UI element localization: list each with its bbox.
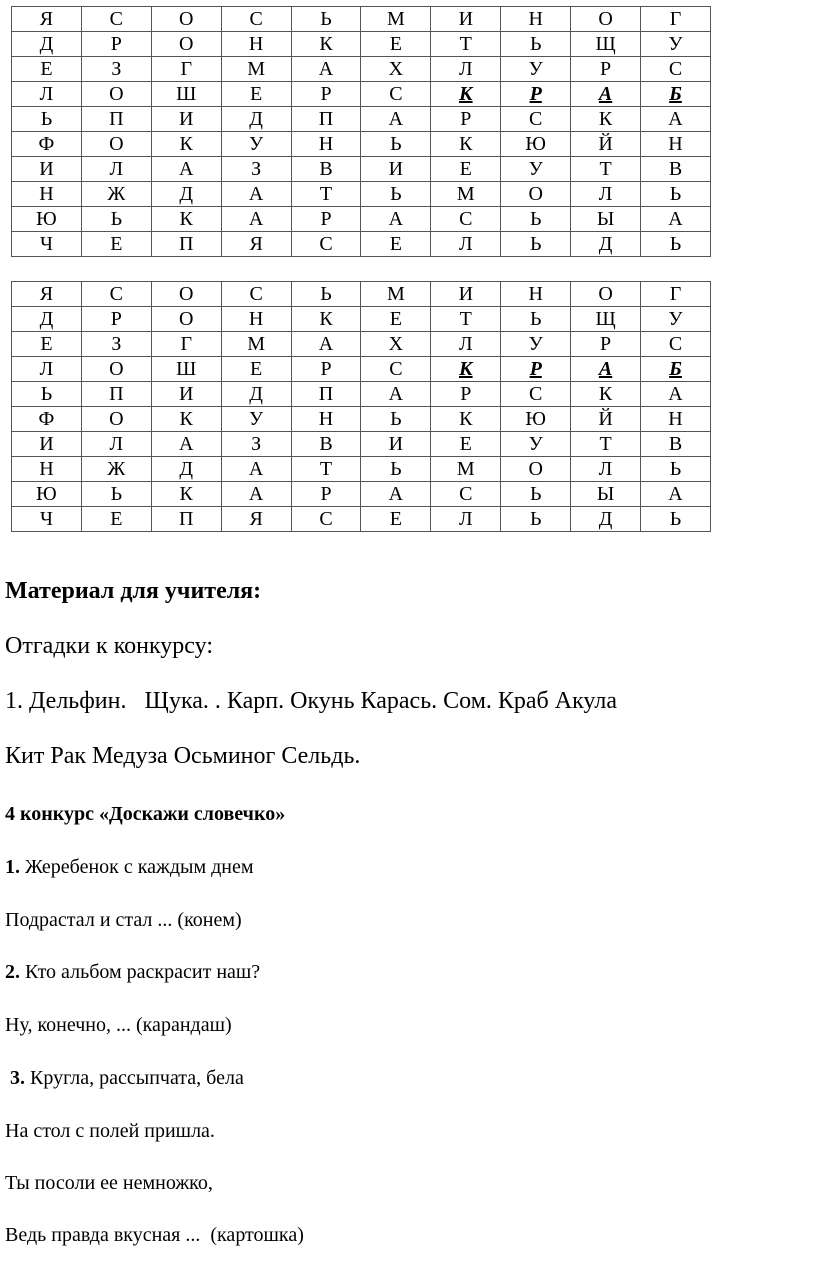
grid-cell: Х — [361, 57, 431, 82]
grid-cell: Р — [81, 307, 151, 332]
grid-cell: О — [81, 82, 151, 107]
grid-cell: П — [151, 507, 221, 532]
grid-cell: О — [151, 7, 221, 32]
grid-cell: Е — [12, 332, 82, 357]
grid-cell: Й — [571, 407, 641, 432]
grid-cell: Д — [221, 382, 291, 407]
grid-cell: С — [361, 82, 431, 107]
grid-cell: В — [291, 432, 361, 457]
grid-cell: А — [361, 207, 431, 232]
grid-cell: А — [361, 482, 431, 507]
grid-cell: Р — [431, 107, 501, 132]
grid-cell: Р — [571, 332, 641, 357]
grid-cell: М — [431, 182, 501, 207]
grid-cell: О — [151, 32, 221, 57]
grid-cell: Л — [431, 332, 501, 357]
question-1-number: 1. — [5, 856, 20, 878]
grid-cell: Н — [221, 307, 291, 332]
grid-cell: Ю — [501, 132, 571, 157]
grid-cell: Ф — [12, 132, 82, 157]
grid-cell: Н — [221, 32, 291, 57]
grid-cell: У — [641, 32, 711, 57]
grid-cell: Л — [81, 432, 151, 457]
grid-cell: А — [291, 57, 361, 82]
letter-grid-top — [11, 6, 711, 257]
grid-cell: Н — [291, 407, 361, 432]
grid-row — [12, 32, 711, 57]
grid-cell: Ь — [641, 457, 711, 482]
grid-cell: П — [81, 107, 151, 132]
grid-cell: Ь — [361, 407, 431, 432]
grid-cell: Я — [221, 232, 291, 257]
grid-cell: О — [81, 132, 151, 157]
grid-row — [12, 7, 711, 32]
grid-cell: И — [151, 382, 221, 407]
question-1-line-2: Подрастал и стал ... (конем) — [5, 909, 242, 931]
grid-cell: О — [81, 357, 151, 382]
grid-cell: Н — [291, 132, 361, 157]
grid-cell: Ч — [12, 507, 82, 532]
grid-cell: К — [431, 357, 501, 382]
grid-cell: Ш — [151, 82, 221, 107]
grid-cell: С — [501, 382, 571, 407]
grid-cell: У — [501, 332, 571, 357]
grid-cell: П — [291, 107, 361, 132]
grid-cell: З — [81, 332, 151, 357]
grid-cell: У — [501, 57, 571, 82]
grid-cell: О — [571, 7, 641, 32]
grid-cell: Ь — [501, 32, 571, 57]
grid-cell: П — [81, 382, 151, 407]
grid-cell: Е — [81, 507, 151, 532]
grid-cell: Ы — [571, 207, 641, 232]
grid-cell: Р — [291, 482, 361, 507]
grid-cell: Д — [221, 107, 291, 132]
grid-cell: Е — [221, 357, 291, 382]
letter-grid-bottom — [11, 281, 711, 532]
grid-cell: К — [151, 207, 221, 232]
grid-cell: О — [571, 282, 641, 307]
grid-cell: Я — [12, 7, 82, 32]
grid-cell: О — [151, 282, 221, 307]
grid-cell: Щ — [571, 307, 641, 332]
grid-cell: И — [431, 7, 501, 32]
grid-cell: Л — [12, 82, 82, 107]
grid-cell: С — [361, 357, 431, 382]
question-1-text: Жеребенок с каждым днем — [20, 856, 254, 878]
grid-cell: Е — [431, 432, 501, 457]
grid-cell: Я — [12, 282, 82, 307]
grid-cell: Л — [431, 507, 501, 532]
grid-cell: К — [151, 407, 221, 432]
grid-cell: Н — [501, 7, 571, 32]
grid-cell: А — [571, 82, 641, 107]
grid-cell: А — [221, 207, 291, 232]
question-3-line-1 — [5, 1067, 244, 1090]
grid-cell: А — [641, 482, 711, 507]
grid-cell: У — [641, 307, 711, 332]
grid-cell: З — [221, 157, 291, 182]
grid-cell: Ь — [361, 132, 431, 157]
grid-row — [12, 182, 711, 207]
grid-cell: И — [12, 157, 82, 182]
question-2-number: 2. — [5, 961, 20, 983]
grid-cell: Ь — [361, 457, 431, 482]
grid-cell: С — [641, 57, 711, 82]
grid-cell: С — [81, 7, 151, 32]
grid-cell: Ь — [361, 182, 431, 207]
grid-cell: Ф — [12, 407, 82, 432]
grid-cell: У — [501, 157, 571, 182]
grid-cell: Р — [291, 207, 361, 232]
grid-cell: Ю — [12, 207, 82, 232]
grid-cell: А — [641, 382, 711, 407]
grid-cell: Г — [641, 282, 711, 307]
grid-row — [12, 232, 711, 257]
grid-cell: Ь — [641, 232, 711, 257]
grid-cell: Г — [151, 332, 221, 357]
grid-cell: Д — [571, 232, 641, 257]
grid-cell: И — [431, 282, 501, 307]
grid-cell: Л — [81, 157, 151, 182]
grid-cell: О — [501, 457, 571, 482]
grid-cell: Д — [571, 507, 641, 532]
grid-cell: С — [221, 7, 291, 32]
grid-cell: Ь — [641, 182, 711, 207]
grid-cell: Е — [81, 232, 151, 257]
grid-cell: Д — [151, 457, 221, 482]
grid-cell: А — [221, 482, 291, 507]
grid-cell: Ь — [501, 232, 571, 257]
grid-cell: Ь — [81, 207, 151, 232]
grid-row — [12, 157, 711, 182]
question-3-line-3: Ты посоли ее немножко, — [5, 1172, 213, 1194]
grid-row — [12, 107, 711, 132]
grid-cell: Л — [571, 457, 641, 482]
grid-cell: Б — [641, 82, 711, 107]
grid-cell: Ь — [641, 507, 711, 532]
grid-cell: С — [431, 207, 501, 232]
grid-row — [12, 307, 711, 332]
grid-cell: С — [81, 282, 151, 307]
grid-row — [12, 207, 711, 232]
grid-cell: А — [361, 107, 431, 132]
grid-cell: П — [151, 232, 221, 257]
grid-row — [12, 132, 711, 157]
grid-cell: И — [151, 107, 221, 132]
grid-cell: С — [431, 482, 501, 507]
grid-cell: Т — [571, 157, 641, 182]
grid-cell: Е — [12, 57, 82, 82]
grid-cell: К — [431, 132, 501, 157]
grid-cell: Р — [81, 32, 151, 57]
grid-cell: К — [291, 307, 361, 332]
grid-cell: Т — [291, 182, 361, 207]
grid-cell: А — [151, 157, 221, 182]
grid-cell: Е — [431, 157, 501, 182]
grid-cell: Д — [151, 182, 221, 207]
grid-cell: Ь — [501, 507, 571, 532]
grid-cell: Ь — [291, 7, 361, 32]
grid-cell: О — [501, 182, 571, 207]
grid-cell: В — [641, 432, 711, 457]
question-3-line-4: Ведь правда вкусная ... (картошка) — [5, 1224, 304, 1246]
grid-cell: Л — [431, 57, 501, 82]
grid-cell: С — [641, 332, 711, 357]
grid-cell: Е — [361, 307, 431, 332]
grid-cell: Л — [571, 182, 641, 207]
grid-row — [12, 57, 711, 82]
grid-cell: А — [641, 107, 711, 132]
grid-row — [12, 382, 711, 407]
grid-cell: Г — [641, 7, 711, 32]
question-3-line-2: На стол с полей пришла. — [5, 1120, 215, 1142]
grid-cell: Ь — [501, 482, 571, 507]
grid-cell: С — [221, 282, 291, 307]
grid-cell: О — [81, 407, 151, 432]
grid-cell: В — [641, 157, 711, 182]
grid-row — [12, 457, 711, 482]
grid-cell: К — [431, 407, 501, 432]
grid-cell: Ж — [81, 457, 151, 482]
grid-cell: И — [361, 432, 431, 457]
grid-cell: Р — [501, 357, 571, 382]
grid-cell: Е — [221, 82, 291, 107]
grid-row — [12, 357, 711, 382]
answers-line-1: 1. Дельфин. Щука. . Карп. Окунь Карась. Сом. Краб Акула — [5, 688, 617, 714]
grid-cell: Д — [12, 307, 82, 332]
grid-cell: Е — [361, 232, 431, 257]
grid-row — [12, 507, 711, 532]
grid-cell: В — [291, 157, 361, 182]
answers-line-2: Кит Рак Медуза Осьминог Сельдь. — [5, 743, 361, 769]
grid-cell: У — [221, 132, 291, 157]
grid-cell: У — [221, 407, 291, 432]
grid-cell: З — [81, 57, 151, 82]
grid-cell: П — [291, 382, 361, 407]
grid-cell: Б — [641, 357, 711, 382]
grid-cell: Р — [291, 357, 361, 382]
grid-row — [12, 332, 711, 357]
question-3-text: Кругла, рассыпчата, бела — [25, 1067, 244, 1089]
grid-cell: Ь — [501, 207, 571, 232]
grid-cell: Н — [501, 282, 571, 307]
grid-cell: С — [501, 107, 571, 132]
grid-cell: И — [12, 432, 82, 457]
grid-cell: Н — [12, 182, 82, 207]
grid-cell: Ы — [571, 482, 641, 507]
grid-cell: Ч — [12, 232, 82, 257]
grid-cell: Д — [12, 32, 82, 57]
grid-cell: Ю — [501, 407, 571, 432]
grid-cell: М — [431, 457, 501, 482]
grid-row — [12, 482, 711, 507]
grid-cell: Ь — [81, 482, 151, 507]
grid-cell: Н — [641, 407, 711, 432]
grid-cell: Т — [291, 457, 361, 482]
question-2-line-1 — [5, 961, 260, 984]
question-2-line-2: Ну, конечно, ... (карандаш) — [5, 1014, 232, 1036]
grid-cell: Л — [431, 232, 501, 257]
grid-cell: Т — [571, 432, 641, 457]
grid-cell: Н — [12, 457, 82, 482]
grid-cell: М — [361, 282, 431, 307]
grid-cell: Ж — [81, 182, 151, 207]
grid-cell: А — [221, 182, 291, 207]
grid-cell: Ь — [501, 307, 571, 332]
grid-row — [12, 407, 711, 432]
contest-title: 4 конкурс «Доскажи словечко» — [5, 803, 286, 825]
grid-cell: К — [291, 32, 361, 57]
grid-cell: Е — [361, 507, 431, 532]
grid-cell: Р — [501, 82, 571, 107]
grid-cell: З — [221, 432, 291, 457]
grid-cell: Ш — [151, 357, 221, 382]
grid-cell: И — [361, 157, 431, 182]
teacher-heading: Материал для учителя: — [5, 578, 262, 604]
grid-row — [12, 282, 711, 307]
question-2-text: Кто альбом раскрасит наш? — [20, 961, 261, 983]
grid-row — [12, 82, 711, 107]
grid-cell: А — [361, 382, 431, 407]
grid-cell: А — [641, 207, 711, 232]
grid-cell: Т — [431, 32, 501, 57]
grid-cell: Ю — [12, 482, 82, 507]
grid-cell: Ь — [12, 107, 82, 132]
grid-cell: М — [221, 332, 291, 357]
grid-cell: К — [151, 482, 221, 507]
grid-cell: Р — [431, 382, 501, 407]
grid-cell: Х — [361, 332, 431, 357]
grid-cell: А — [151, 432, 221, 457]
grid-cell: Г — [151, 57, 221, 82]
grid-cell: М — [221, 57, 291, 82]
answers-title: Отгадки к конкурсу: — [5, 633, 213, 659]
question-3-number: 3. — [5, 1067, 25, 1089]
grid-cell: К — [151, 132, 221, 157]
grid-cell: Л — [12, 357, 82, 382]
grid-row — [12, 432, 711, 457]
grid-cell: Ь — [291, 282, 361, 307]
grid-cell: Ь — [12, 382, 82, 407]
grid-cell: Й — [571, 132, 641, 157]
grid-cell: Щ — [571, 32, 641, 57]
grid-cell: С — [291, 232, 361, 257]
grid-cell: М — [361, 7, 431, 32]
grid-cell: Р — [291, 82, 361, 107]
grid-cell: К — [431, 82, 501, 107]
grid-cell: К — [571, 107, 641, 132]
grid-cell: А — [571, 357, 641, 382]
question-1-line-1 — [5, 856, 254, 879]
grid-cell: А — [221, 457, 291, 482]
grid-cell: А — [291, 332, 361, 357]
grid-cell: Е — [361, 32, 431, 57]
grid-cell: О — [151, 307, 221, 332]
grid-cell: Я — [221, 507, 291, 532]
grid-cell: С — [291, 507, 361, 532]
grid-cell: Т — [431, 307, 501, 332]
grid-cell: К — [571, 382, 641, 407]
grid-cell: У — [501, 432, 571, 457]
grid-cell: Н — [641, 132, 711, 157]
grid-cell: Р — [571, 57, 641, 82]
